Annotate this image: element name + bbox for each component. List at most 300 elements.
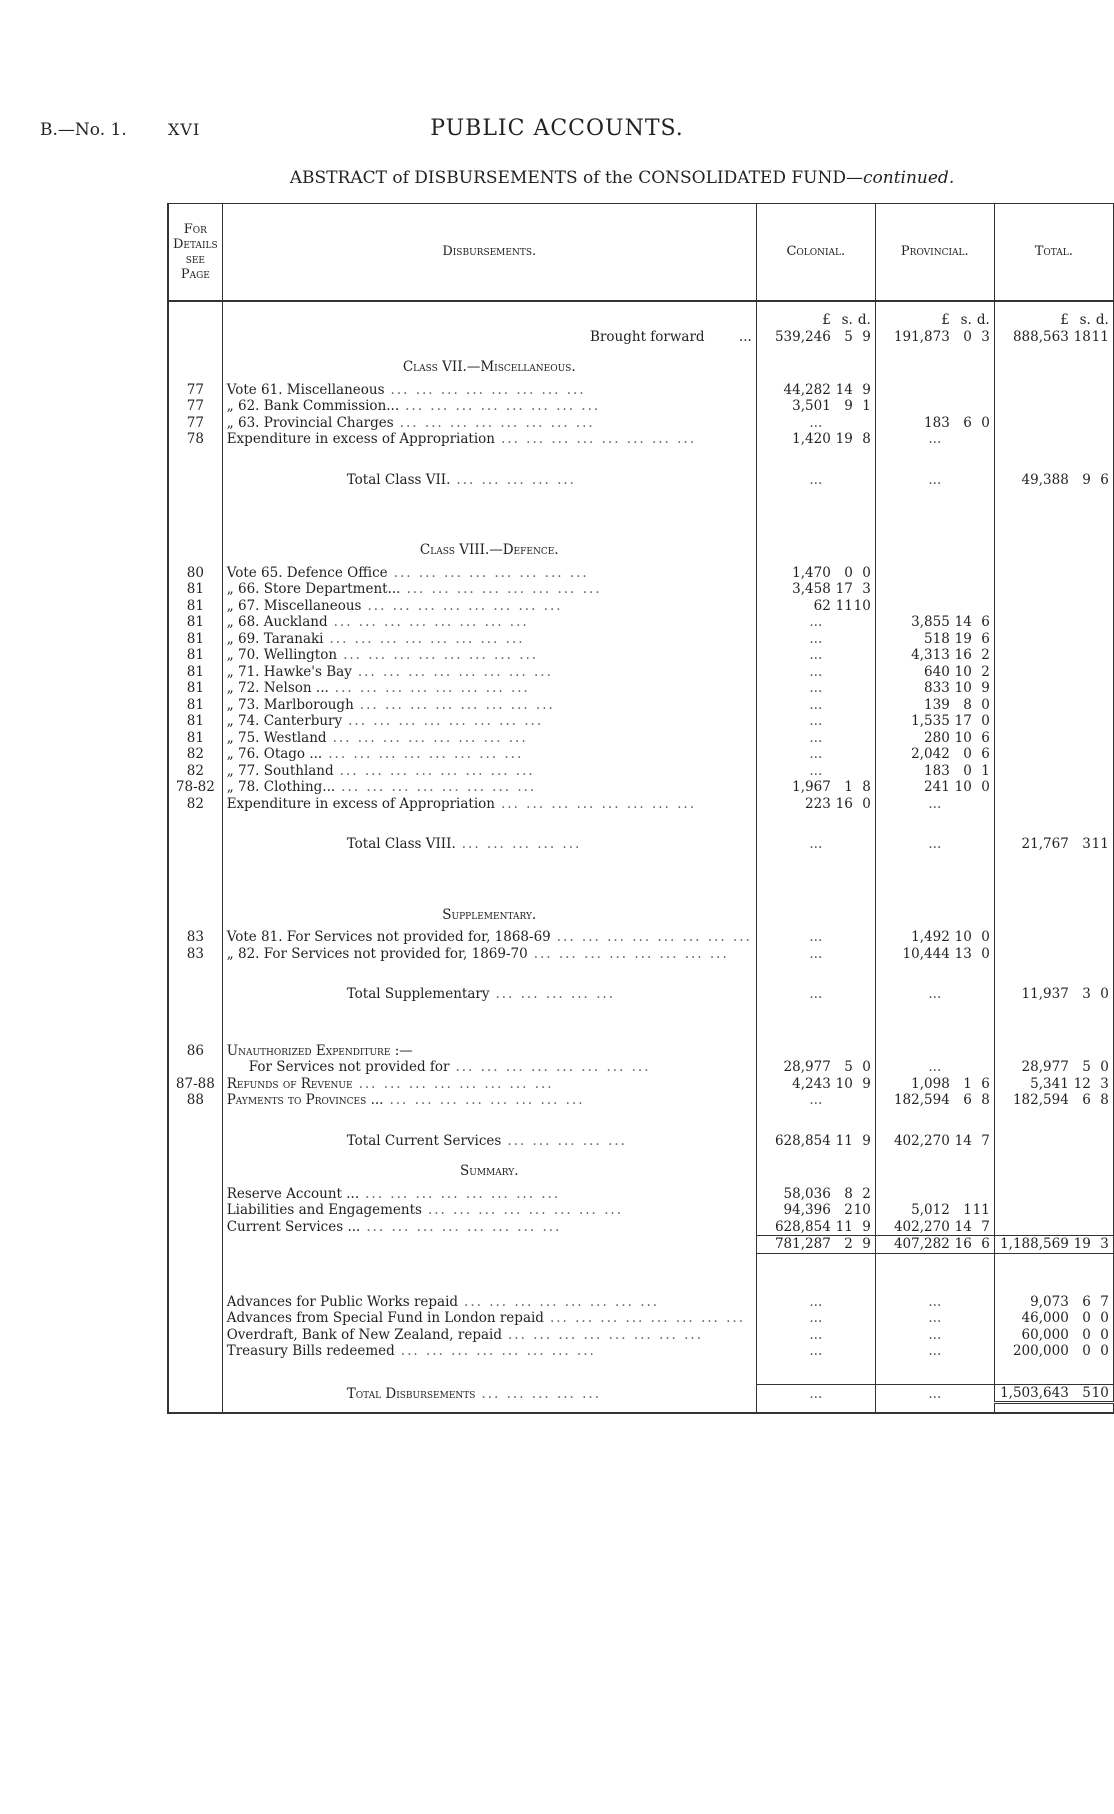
amount-shillings: 9: [1082, 471, 1091, 488]
row-page-ref: [168, 1327, 222, 1344]
description-line: [227, 1343, 752, 1360]
amount-pounds: 241: [924, 779, 950, 795]
description-line: [227, 779, 752, 796]
total-cell-amount: [999, 1327, 1109, 1344]
total-cell: [994, 631, 1114, 648]
colonial-cell: ...: [756, 763, 875, 780]
total-cell: [994, 946, 1114, 963]
total-cell: [994, 1360, 1114, 1385]
colonial-cell: [756, 962, 875, 986]
provincial-cell: [875, 812, 994, 836]
provincial-cell: [875, 1202, 994, 1219]
total-cell: [994, 1059, 1114, 1076]
row-page-ref: [168, 448, 222, 472]
provincial-cell-amount: [880, 697, 990, 714]
description-line: [227, 329, 752, 346]
colonial-cell-amount: [761, 779, 871, 796]
provincial-cell: [875, 398, 994, 415]
amount-pounds: 1,503,643: [1000, 1384, 1069, 1401]
row-description: [222, 746, 756, 763]
amount-pounds: 49,388: [1021, 471, 1069, 488]
amount-pence: 2: [862, 1185, 871, 1202]
total-cell: [994, 488, 1114, 528]
total-cell: [994, 1043, 1114, 1060]
leader-dots: ... ... ... ... ... ... ... ...: [464, 1293, 660, 1310]
provincial-cell: ...: [875, 1384, 994, 1403]
page-number: XVI: [168, 120, 201, 139]
ledger-row: [168, 697, 1114, 714]
header-details-page: [168, 204, 222, 302]
colonial-cell: [756, 1076, 875, 1093]
row-page-ref: 82: [168, 796, 222, 813]
row-page-ref: 88: [168, 1092, 222, 1109]
colonial-cell: ...: [756, 1343, 875, 1360]
provincial-cell: [875, 1076, 994, 1093]
amount-pence: 0: [981, 414, 990, 431]
row-description: [222, 1310, 756, 1327]
row-description: [222, 1327, 756, 1344]
total-cell-amount: [999, 986, 1109, 1003]
unit-cell: [875, 301, 994, 329]
colonial-cell: [756, 431, 875, 448]
row-description: [222, 1059, 756, 1076]
leader-dots: ... ... ... ... ... ... ... ...: [358, 1075, 554, 1092]
unit-shillings: s.: [960, 312, 972, 328]
amount-shillings: 11: [835, 597, 853, 614]
amount-shillings: 6: [963, 1092, 972, 1108]
ledger-row: [168, 763, 1114, 780]
provincial-cell: [875, 763, 994, 780]
amount-pence: 6: [981, 746, 990, 762]
colonial-cell: ...: [756, 680, 875, 697]
amount-pence: 9: [862, 328, 871, 345]
colonial-cell: [756, 488, 875, 528]
colonial-cell-amount: [761, 329, 871, 346]
provincial-cell: [875, 329, 994, 346]
total-cell: [994, 796, 1114, 813]
section-heading-row: [168, 345, 1114, 382]
amount-pounds: 223: [805, 795, 831, 812]
amount-pounds: 28,977: [1021, 1059, 1069, 1075]
amount-pence: 8: [862, 779, 871, 795]
colonial-cell: [756, 1186, 875, 1203]
leader-dots: ... ... ... ... ... ... ... ...: [348, 713, 544, 729]
total-cell: [994, 1384, 1114, 1403]
provincial-cell: [875, 730, 994, 747]
amount-shillings: 0: [963, 328, 972, 345]
spacer-row: [168, 962, 1114, 986]
colonial-cell: ...: [756, 713, 875, 730]
row-description: [222, 1384, 756, 1403]
supplementary-heading: Supplementary.: [222, 893, 756, 930]
row-description: [222, 1403, 756, 1414]
description-line: [227, 631, 752, 648]
amount-shillings: 17: [835, 581, 853, 597]
amount-pence: 3: [981, 328, 990, 345]
provincial-cell-amount: [880, 647, 990, 664]
row-page-ref: [168, 853, 222, 893]
provincial-cell-amount: [880, 1133, 990, 1150]
row-page-ref: [168, 1059, 222, 1076]
total-cell: [994, 329, 1114, 346]
amount-shillings: 3: [1082, 986, 1091, 1002]
ledger-row: [168, 631, 1114, 648]
provincial-cell-amount: [880, 763, 990, 780]
colonial-cell: [756, 345, 875, 382]
row-description: [222, 1076, 756, 1093]
description-text: Payments to Provinces ...: [226, 1092, 384, 1108]
description-text: „ 77. Southland: [226, 762, 334, 779]
description-text: „ 67. Miscellaneous: [226, 597, 362, 614]
amount-pence: 8: [1100, 1092, 1109, 1108]
colonial-cell: [756, 1219, 875, 1236]
provincial-cell-amount: [880, 664, 990, 681]
provincial-cell-amount: [880, 631, 990, 648]
total-cell: [994, 812, 1114, 836]
amount-pounds: 200,000: [1012, 1343, 1069, 1359]
colonial-cell: ...: [756, 730, 875, 747]
total-cell: [994, 1403, 1114, 1414]
amount-pounds: 888,563: [1012, 328, 1069, 345]
amount-shillings: 10: [835, 1075, 853, 1092]
provincial-cell: [875, 488, 994, 528]
amount-shillings: 6: [1082, 1092, 1091, 1108]
amount-pence: 0: [862, 1059, 871, 1075]
provincial-cell: [875, 697, 994, 714]
description-text: Expenditure in excess of Appropriation: [226, 431, 495, 447]
leader-dots: ... ... ... ... ...: [495, 986, 615, 1002]
description-text: „ 62. Bank Commission...: [226, 398, 400, 414]
leader-dots: ...: [704, 328, 752, 345]
amount-pounds: 3,501: [792, 398, 831, 414]
row-description: [222, 301, 756, 329]
description-line: [227, 1294, 752, 1311]
description-text: „ 82. For Services not provided for, 1869-70: [226, 945, 528, 962]
spacer-row: [168, 448, 1114, 472]
provincial-cell: [875, 1133, 994, 1150]
row-description: [222, 664, 756, 681]
amount-shillings: 14: [954, 1132, 972, 1149]
amount-shillings: 1: [963, 1202, 972, 1218]
colonial-cell: [756, 1360, 875, 1385]
row-description: [222, 713, 756, 730]
provincial-cell-amount: [880, 1092, 990, 1109]
row-page-ref: 81: [168, 730, 222, 747]
description-line: [227, 1076, 752, 1093]
description-line: [227, 730, 752, 747]
row-description: [222, 1202, 756, 1219]
provincial-cell-amount: [880, 1076, 990, 1093]
total-label: Total Supplementary: [346, 986, 490, 1002]
description-text: Liabilities and Engagements: [226, 1202, 422, 1218]
unit-shillings: s.: [841, 312, 853, 328]
amount-pounds: 640: [924, 663, 950, 680]
provincial-cell: [875, 565, 994, 582]
amount-pence: 0: [1100, 1059, 1109, 1075]
row-page-ref: 81: [168, 680, 222, 697]
amount-pounds: 781,287: [774, 1236, 831, 1252]
row-page-ref: [168, 301, 222, 329]
description-line: [227, 1186, 752, 1203]
total-cell: [994, 448, 1114, 472]
provincial-cell: [875, 1403, 994, 1414]
class-viii-heading: Class VIII.—Defence.: [222, 528, 756, 565]
amount-pounds: 28,977: [783, 1059, 831, 1075]
colonial-cell: ...: [756, 946, 875, 963]
row-page-ref: [168, 1219, 222, 1236]
spacer: [222, 853, 756, 893]
description-text: Treasury Bills redeemed: [226, 1343, 395, 1359]
description-text: „ 75. Westland: [226, 729, 327, 746]
leader-dots: ... ... ... ... ... ... ... ...: [357, 663, 553, 680]
amount-pence: 7: [981, 1218, 990, 1235]
ledger-row: [168, 664, 1114, 681]
amount-pence: 11: [1091, 836, 1109, 852]
provincial-cell-amount: [880, 680, 990, 697]
row-page-ref: [168, 329, 222, 346]
provincial-cell: [875, 680, 994, 697]
provincial-cell: [875, 1149, 994, 1186]
amount-pounds: 280: [924, 729, 950, 746]
amount-pounds: 182,594: [1012, 1092, 1069, 1108]
provincial-cell-amount: [880, 1219, 990, 1236]
colonial-cell: [756, 1202, 875, 1219]
amount-pounds: 21,767: [1021, 836, 1069, 852]
amount-pounds: 58,036: [783, 1185, 831, 1202]
amount-pence: 3: [1100, 1075, 1109, 1092]
provincial-cell: ...: [875, 1310, 994, 1327]
section-heading-row: [168, 528, 1114, 565]
amount-pence: 9: [862, 1218, 871, 1235]
row-page-ref: [168, 1202, 222, 1219]
amount-pence: 0: [981, 779, 990, 795]
amount-shillings: 6: [1082, 1293, 1091, 1310]
provincial-cell: [875, 1092, 994, 1109]
colonial-cell: ...: [756, 986, 875, 1003]
description-line: [227, 598, 752, 615]
provincial-cell: [875, 1186, 994, 1203]
row-description: [222, 1294, 756, 1311]
amount-shillings: 5: [844, 1059, 853, 1075]
amount-shillings: 13: [954, 945, 972, 962]
amount-pence: 0: [981, 945, 990, 962]
total-cell-amount: [999, 1343, 1109, 1360]
current-services-total-row: [168, 1133, 1114, 1150]
advance-row: [168, 1343, 1114, 1360]
leader-dots: ... ... ... ... ... ... ... ...: [333, 614, 529, 630]
total-cell: [994, 1202, 1114, 1219]
brought-forward-row: [168, 329, 1114, 346]
ledger-row: [168, 581, 1114, 598]
colonial-cell: [756, 1003, 875, 1043]
leader-dots: ... ... ... ... ... ... ... ...: [427, 1202, 623, 1218]
leader-dots: ... ... ... ... ... ... ... ...: [500, 431, 697, 447]
leader-dots: ... ... ... ... ... ... ... ...: [367, 597, 563, 614]
grand-total-label: Total Disbursements: [346, 1386, 476, 1402]
ledger-row: [168, 713, 1114, 730]
total-cell: [994, 680, 1114, 697]
description-line: [227, 472, 752, 489]
description-line: [227, 1327, 752, 1344]
amount-shillings: 16: [954, 647, 972, 663]
provincial-cell: [875, 664, 994, 681]
amount-pounds: 46,000: [1021, 1310, 1069, 1326]
leader-dots: ... ... ... ... ... ... ... ...: [341, 779, 537, 795]
row-page-ref: [168, 836, 222, 853]
row-page-ref: [168, 345, 222, 382]
colonial-cell-amount: [761, 1186, 871, 1203]
description-text: „ 63. Provincial Charges: [226, 414, 394, 431]
spacer: [222, 1253, 756, 1294]
colonial-cell-amount: [761, 565, 871, 582]
provincial-cell-amount: [880, 1236, 990, 1253]
colonial-cell: [756, 565, 875, 582]
amount-pounds: 1,420: [792, 431, 831, 447]
colonial-cell-amount: [761, 431, 871, 448]
total-cell: [994, 1327, 1114, 1344]
amount-pence: 3: [1100, 1236, 1109, 1252]
ledger-row: [168, 382, 1114, 399]
row-page-ref: 81: [168, 631, 222, 648]
total-cell: [994, 1310, 1114, 1327]
colonial-cell: ...: [756, 746, 875, 763]
total-cell: [994, 763, 1114, 780]
row-page-ref: 77: [168, 382, 222, 399]
description-line: [227, 1310, 752, 1327]
description-line: [227, 713, 752, 730]
amount-shillings: 11: [835, 1132, 853, 1149]
row-page-ref: [168, 1403, 222, 1414]
amount-shillings: 0: [1082, 1310, 1091, 1326]
description-line: [227, 398, 752, 415]
row-page-ref: 77: [168, 398, 222, 415]
leader-dots: ... ... ... ... ... ... ... ...: [406, 581, 602, 597]
amount-pounds: 1,470: [792, 564, 831, 581]
row-description: [222, 431, 756, 448]
header-page-line: see: [185, 252, 205, 267]
amount-shillings: 1: [844, 779, 853, 795]
provincial-cell: [875, 779, 994, 796]
provincial-cell: ...: [875, 1327, 994, 1344]
description-line: [227, 986, 752, 1003]
total-cell: [994, 647, 1114, 664]
amount-pence: 9: [862, 1236, 871, 1252]
total-cell: [994, 565, 1114, 582]
ledger-row: [168, 598, 1114, 615]
amount-shillings: 11: [835, 1218, 853, 1235]
unit-pence: d.: [976, 312, 990, 328]
leader-dots: ... ... ... ... ...: [507, 1132, 627, 1149]
spacer: [222, 1003, 756, 1043]
row-page-ref: [168, 1109, 222, 1133]
row-page-ref: [168, 1186, 222, 1203]
leader-dots: ... ... ... ... ... ... ... ...: [507, 1326, 704, 1343]
amount-pence: 1: [981, 762, 990, 779]
row-description: Unauthorized Expenditure :—: [222, 1043, 756, 1060]
row-page-ref: [168, 893, 222, 930]
amount-shillings: 6: [963, 414, 972, 431]
description-text: For Services not provided for: [248, 1059, 450, 1075]
row-page-ref: 81: [168, 713, 222, 730]
colonial-cell: ...: [756, 1327, 875, 1344]
class-viii-total-row: [168, 836, 1114, 853]
provincial-cell: [875, 853, 994, 893]
amount-pence: 0: [862, 564, 871, 581]
spacer-row: [168, 1109, 1114, 1133]
amount-pence: 7: [981, 1132, 990, 1149]
description-line: [227, 431, 752, 448]
ledger-row: [168, 398, 1114, 415]
colonial-cell: [756, 1253, 875, 1294]
description-line: [227, 1059, 752, 1076]
amount-pence: 0: [1100, 1343, 1109, 1359]
total-cell: [994, 929, 1114, 946]
row-page-ref: [168, 528, 222, 565]
row-page-ref: 78: [168, 431, 222, 448]
description-text: Vote 65. Defence Office: [226, 564, 388, 581]
colonial-cell: ...: [756, 614, 875, 631]
row-page-ref: [168, 488, 222, 528]
amount-pounds: 407,282: [893, 1236, 950, 1252]
total-label: Total Current Services: [346, 1132, 502, 1149]
colonial-cell: ...: [756, 647, 875, 664]
page-title: PUBLIC ACCOUNTS.: [430, 116, 684, 141]
unit-pence: d.: [857, 312, 871, 328]
description-text: „ 74. Canterbury: [226, 713, 343, 729]
unit-shillings: s.: [1079, 312, 1091, 328]
amount-pounds: 191,873: [893, 328, 950, 345]
header-colonial: Colonial.: [756, 204, 875, 302]
total-cell: [994, 431, 1114, 448]
row-description: [222, 382, 756, 399]
description-line: [227, 763, 752, 780]
row-description: [222, 796, 756, 813]
leader-dots: ... ... ... ... ...: [461, 836, 582, 852]
row-description: [222, 398, 756, 415]
subtitle-continued: continued.: [863, 168, 955, 188]
row-page-ref: 81: [168, 581, 222, 598]
amount-pence: 6: [981, 614, 990, 630]
amount-pounds: 10,444: [902, 945, 950, 962]
amount-pounds: 94,396: [783, 1202, 831, 1218]
description-text: „ 76. Otago ...: [226, 746, 323, 762]
description-text: Expenditure in excess of Appropriation: [226, 795, 495, 812]
amount-pounds: 60,000: [1021, 1326, 1069, 1343]
description-text: „ 68. Auckland: [226, 614, 328, 630]
colonial-cell: [756, 448, 875, 472]
unit-pounds: £: [1060, 312, 1069, 328]
colonial-cell-amount: [761, 382, 871, 399]
spacer-row: [168, 488, 1114, 528]
total-cell: [994, 986, 1114, 1003]
row-description: [222, 763, 756, 780]
row-description: [222, 472, 756, 489]
amount-pence: 9: [862, 1075, 871, 1092]
section-heading-row: [168, 1149, 1114, 1186]
leader-dots: ... ... ... ... ... ... ... ...: [455, 1059, 651, 1075]
provincial-cell-amount: [880, 614, 990, 631]
total-cell: [994, 614, 1114, 631]
spacer-row: [168, 853, 1114, 893]
amount-pence: 0: [862, 795, 871, 812]
amount-pence: 11: [1091, 328, 1109, 345]
colonial-cell: ...: [756, 697, 875, 714]
description-text: Advances for Public Works repaid: [226, 1293, 459, 1310]
amount-pounds: 833: [924, 680, 950, 696]
amount-pounds: 3,855: [911, 614, 950, 630]
ledger-row: [168, 1076, 1114, 1093]
summary-sum-row: [168, 1236, 1114, 1254]
